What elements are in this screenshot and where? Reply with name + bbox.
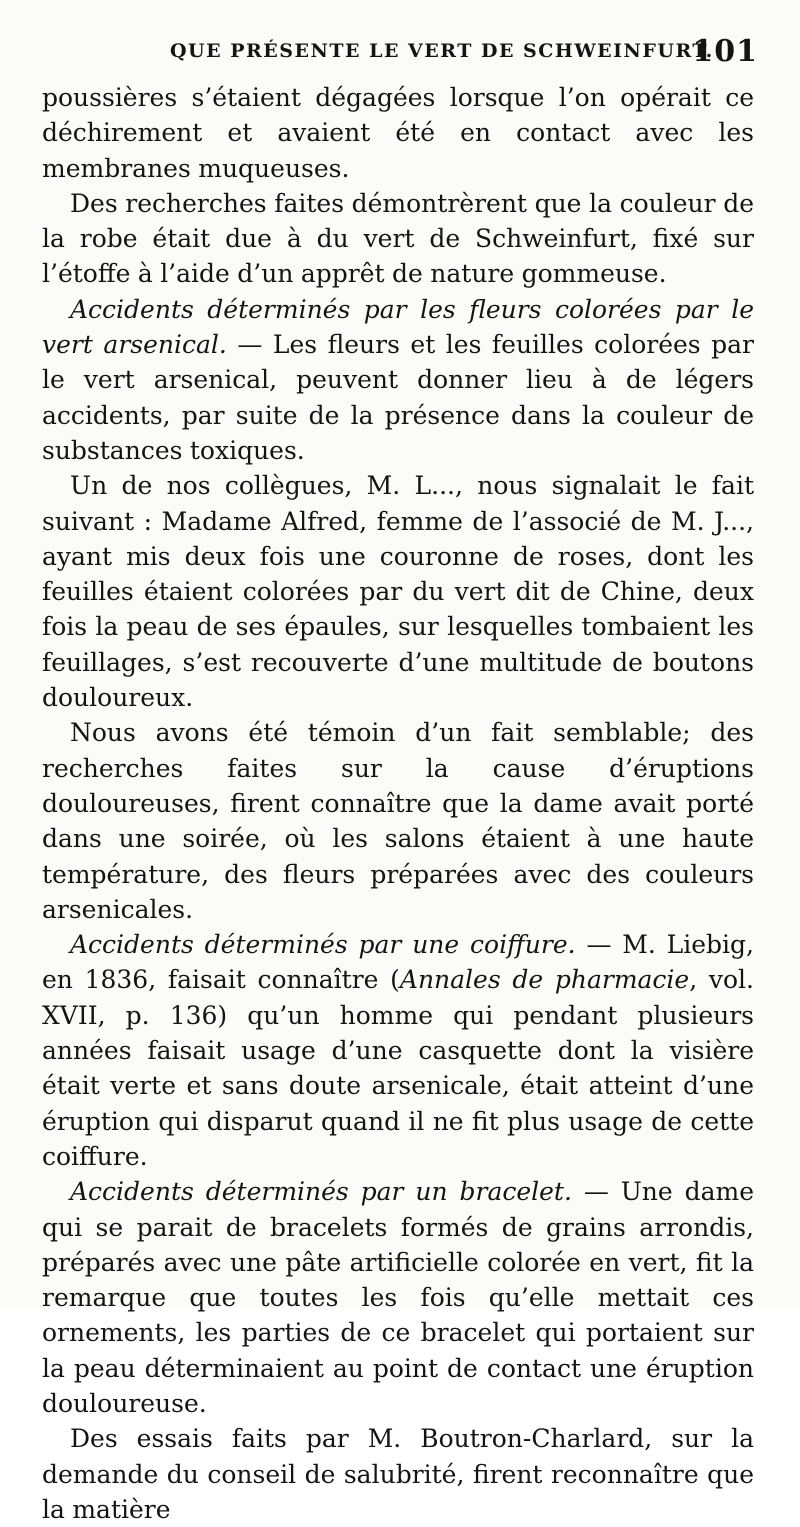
body-text (42, 80, 754, 1527)
paragraph-2-text: Des recherches faites démontrèrent que la couleur de la robe était due à du vert de Schweinfurt, fixé sur l’étoffe à l’aide d’un apprêt de nature gommeuse. (42, 188, 754, 289)
paragraph-1 (42, 80, 754, 186)
section-heading-flowers: Accidents déterminés par les fleurs colorées par le vert arsenical. (42, 294, 754, 360)
paragraph-4-text: Un de nos collègues, M. L..., nous signalait le fait suivant : Madame Alfred, femme de l’associé de M. J..., ayant mis deux fois une couronne de roses, dont les feuilles étaient colorées par du vert dit de Chine, deux fois la peau de ses épaules, sur lesquelles tombaient les feuillages, s’est recouverte d’une multitude de boutons douloureux. (42, 471, 754, 713)
paragraph-3 (42, 292, 754, 468)
paragraph-6-text-before: — M. Liebig, en 1836, faisait connaître ( (42, 930, 755, 995)
paragraph-6 (42, 927, 754, 1174)
section-heading-bracelet: Accidents déterminés par un bracelet. (70, 1177, 572, 1207)
citation-annales: Annales de pharmacie (399, 965, 690, 995)
running-head (40, 36, 760, 70)
paragraph-2 (42, 186, 754, 292)
paragraph-7-text: — Une dame qui se parait de bracelets formés de grains arrondis, préparés avec une pâte artificielle colorée en vert, fit la remarque que toutes les fois qu’elle mettait ces ornements, les parties de ce bracelet qui portaient sur la peau déterminaient au point de contact une éruption douloureuse. (42, 1177, 754, 1418)
paragraph-8 (42, 1421, 754, 1527)
section-heading-coiffure: Accidents déterminés par une coiffure. (70, 930, 576, 960)
page-number: 101 (692, 34, 758, 69)
paragraph-4 (42, 468, 754, 715)
paragraph-8-text: Des essais faits par M. Boutron-Charlard, sur la demande du conseil de salubrité, firent reconnaître que la matière (42, 1424, 754, 1524)
paragraph-6-text: , vol. XVII, p. 136) qu’un homme qui pendant plusieurs années faisait usage d’une casquette dont la visière était verte et sans doute arsenicale, était atteint d’une éruption qui disparut quand il ne fit plus usage de cette coiffure. (42, 965, 754, 1171)
paragraph-5-text: Nous avons été témoin d’un fait semblable; des recherches faites sur la cause d’éruptions douloureuses, firent connaître que la dame avait porté dans une soirée, où les salons étaient à une haute température, des fleurs préparées avec des couleurs arsenicales. (42, 718, 754, 924)
paragraph-7 (42, 1174, 754, 1421)
running-title: QUE PRÉSENTE LE VERT DE SCHWEINFURT. (170, 40, 714, 62)
paragraph-5 (42, 715, 754, 927)
paragraph-3-text: — Les fleurs et les feuilles colorées par le vert arsenical, peuvent donner lieu à de légers accidents, par suite de la présence dans la couleur de substances toxiques. (42, 330, 754, 465)
paragraph-1-text: poussières s’étaient dégagées lorsque l’on opérait ce déchirement et avaient été en contact avec les membranes muqueuses. (42, 83, 754, 183)
